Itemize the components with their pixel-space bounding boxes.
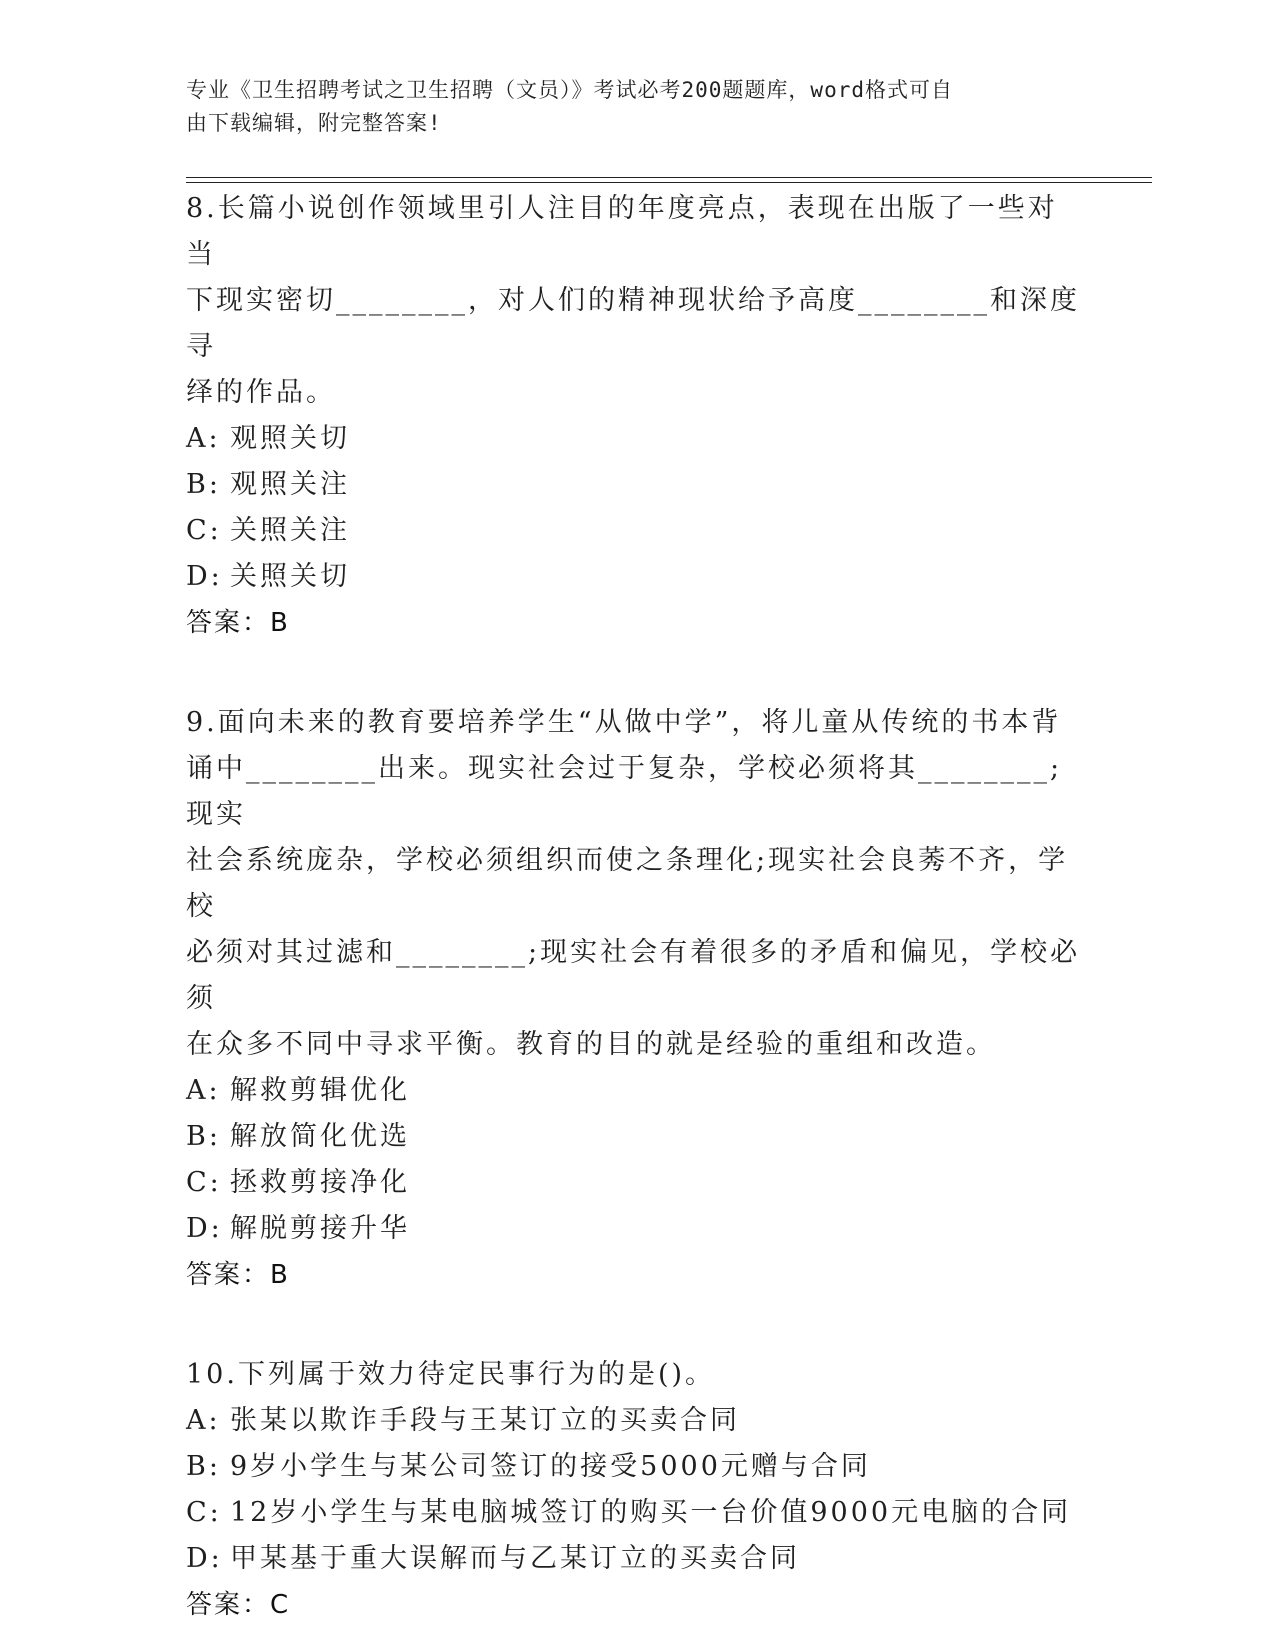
option-b [186, 1114, 1086, 1160]
option-c [186, 1490, 1086, 1536]
option-d [186, 1206, 1086, 1252]
question-text-line: 9.面向未来的教育要培养学生“从做中学”，将儿童从传统的书本背 [186, 707, 1062, 738]
header-line-2: 由下载编辑，附完整答案! [186, 111, 442, 135]
header-divider-bottom [186, 182, 1152, 183]
option-label: A: [186, 423, 221, 454]
option-d [186, 554, 1086, 600]
question-9 [186, 700, 1086, 1298]
question-text-line: 社会系统庞杂，学校必须组织而使之条理化;现实社会良莠不齐，学校 [186, 845, 1069, 922]
header-line-1: 专业《卫生招聘考试之卫生招聘（文员）》考试必考200题题库，word格式可自 [186, 78, 953, 102]
option-label: C: [186, 1167, 222, 1198]
option-label: B: [186, 1451, 221, 1482]
question-8 [186, 186, 1086, 646]
option-b [186, 462, 1086, 508]
question-text-line: 8.长篇小说创作领域里引人注目的年度亮点，表现在出版了一些对当 [186, 193, 1058, 270]
option-label: A: [186, 1075, 221, 1106]
option-a [186, 1068, 1086, 1114]
question-10 [186, 1352, 1086, 1628]
option-label: C: [186, 515, 222, 546]
option-text: 关照关切 [230, 561, 350, 592]
answer: 答案：B [186, 608, 290, 638]
option-b [186, 1444, 1086, 1490]
option-text: 解脱剪接升华 [230, 1213, 410, 1244]
option-label: D: [186, 1543, 223, 1574]
answer: 答案：C [186, 1590, 291, 1620]
option-label: D: [186, 561, 223, 592]
question-text-line: 必须对其过滤和________;现实社会有着很多的矛盾和偏见，学校必须 [186, 937, 1081, 1014]
option-text: 关照关注 [230, 515, 350, 546]
header-divider-top [186, 177, 1152, 178]
option-c [186, 1160, 1086, 1206]
option-text: 张某以欺诈手段与王某订立的买卖合同 [230, 1405, 740, 1436]
question-spacer [186, 646, 1086, 700]
answer: 答案：B [186, 1260, 290, 1290]
option-text: 拯救剪接净化 [230, 1167, 410, 1198]
document-header [186, 74, 1066, 140]
question-text-line: 在众多不同中寻求平衡。教育的目的就是经验的重组和改造。 [186, 1029, 996, 1060]
option-text: 解救剪辑优化 [230, 1075, 410, 1106]
option-text: 观照关切 [230, 423, 350, 454]
option-label: C: [186, 1497, 222, 1528]
option-text: 12岁小学生与某电脑城签订的购买一台价值9000元电脑的合同 [230, 1497, 1072, 1528]
option-text: 观照关注 [230, 469, 350, 500]
option-d [186, 1536, 1086, 1582]
question-text-line: 10.下列属于效力待定民事行为的是()。 [186, 1359, 716, 1390]
question-spacer [186, 1298, 1086, 1352]
option-label: B: [186, 469, 221, 500]
option-a [186, 416, 1086, 462]
option-a [186, 1398, 1086, 1444]
option-text: 甲某基于重大误解而与乙某订立的买卖合同 [230, 1543, 800, 1574]
option-label: A: [186, 1405, 221, 1436]
option-text: 9岁小学生与某公司签订的接受5000元赠与合同 [230, 1451, 871, 1482]
question-text-line: 诵中________出来。现实社会过于复杂，学校必须将其________;现实 [186, 753, 1063, 830]
question-list [186, 186, 1086, 1628]
question-text-line: 绎的作品。 [186, 377, 336, 408]
option-text: 解放简化优选 [230, 1121, 410, 1152]
question-text-line: 下现实密切________，对人们的精神现状给予高度________和深度寻 [186, 285, 1080, 362]
option-label: B: [186, 1121, 221, 1152]
option-label: D: [186, 1213, 223, 1244]
option-c [186, 508, 1086, 554]
